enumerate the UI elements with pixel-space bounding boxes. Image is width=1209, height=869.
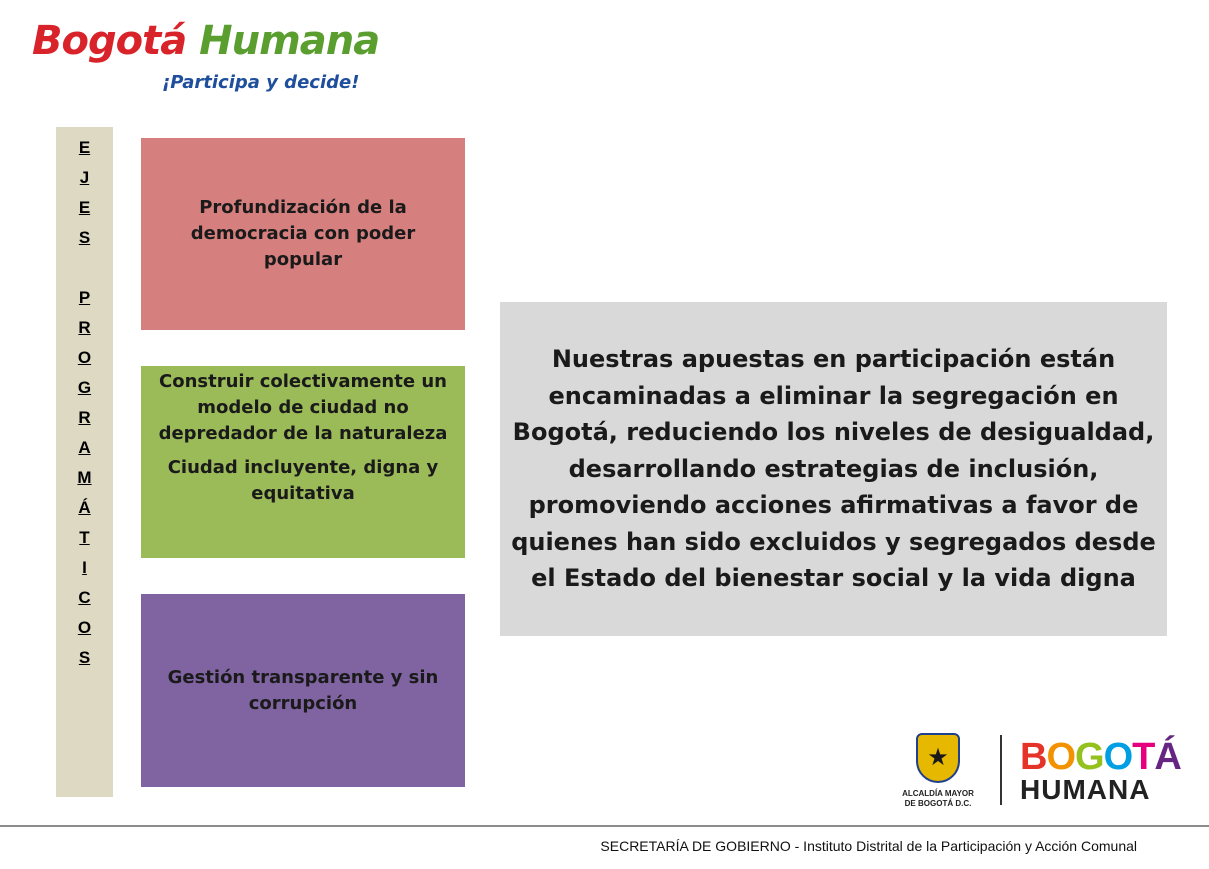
axis-box-gestion — [141, 594, 465, 787]
brand-letter: O — [1046, 736, 1076, 778]
sidebar-letter: A — [78, 438, 91, 457]
brand-bottom: HUMANA — [1020, 774, 1151, 805]
axis-box-democracia — [141, 138, 465, 330]
sidebar-letter: S — [78, 228, 91, 247]
axis-text: Profundización de la democracia con poder popular — [190, 197, 416, 270]
sidebar-letter: C — [78, 588, 91, 607]
participation-statement — [500, 302, 1167, 636]
axis-text: Construir colectivamente un modelo de ciudad no depredador de la naturaleza — [158, 371, 448, 444]
brand-letter: O — [1103, 736, 1133, 778]
sidebar-letter: E — [78, 198, 91, 217]
logo-title-part1: Bogotá — [32, 18, 187, 64]
sidebar-letter: M — [77, 468, 92, 487]
brand-letter: T — [1132, 736, 1155, 778]
footer-rule — [0, 825, 1209, 827]
axis-box-ciudad — [141, 366, 465, 558]
logo-subtitle: ¡Participa y decide! — [162, 72, 360, 93]
sidebar-letter: T — [79, 528, 90, 547]
sidebar-letter: O — [77, 348, 92, 367]
sidebar-letter: P — [78, 288, 91, 307]
sidebar-letter: I — [82, 558, 87, 577]
brand-letter: G — [1075, 736, 1104, 778]
logo-divider — [1000, 735, 1002, 805]
sidebar-letter: J — [79, 168, 90, 187]
alcaldia-logo — [898, 733, 978, 807]
alcaldia-caption — [898, 789, 978, 809]
sidebar-letter: R — [78, 408, 91, 427]
bogota-humana-logo — [28, 16, 388, 100]
sidebar-letter: Á — [78, 498, 91, 517]
ejes-programaticos-sidebar — [56, 127, 113, 797]
sidebar-letter: E — [78, 138, 91, 157]
coat-of-arms-icon — [916, 733, 960, 783]
footer-text: SECRETARÍA DE GOBIERNO - Instituto Distrital de la Participación y Acción Comunal — [600, 838, 1137, 854]
logo-title-part2: Humana — [199, 18, 380, 64]
axis-text: Gestión transparente y sin corrupción — [167, 666, 439, 714]
axis-text-secondary: Ciudad incluyente, digna y equitativa — [167, 457, 439, 504]
logo-title — [32, 18, 379, 64]
sidebar-letter: R — [78, 318, 91, 337]
bogota-humana-brand-logo — [1020, 736, 1181, 805]
sidebar-letter: O — [77, 618, 92, 637]
alcaldia-line2: DE BOGOTÁ D.C. — [904, 799, 972, 808]
brand-letter: Á — [1154, 736, 1181, 778]
brand-top — [1020, 736, 1181, 778]
alcaldia-line1: ALCALDÍA MAYOR — [902, 789, 974, 798]
brand-letter: B — [1020, 736, 1047, 778]
sidebar-letter: S — [78, 648, 91, 667]
sidebar-letter: G — [77, 378, 92, 397]
statement-text: Nuestras apuestas en participación están encaminadas a eliminar la segregación en Bogotá, reduciendo los niveles de desigualdad, desarrollando estrategias de inclusión, promoviendo acciones afirmativas a favor de quienes han sido excluidos y segregados desde el Estado del bienestar social y la vida digna — [511, 345, 1156, 593]
